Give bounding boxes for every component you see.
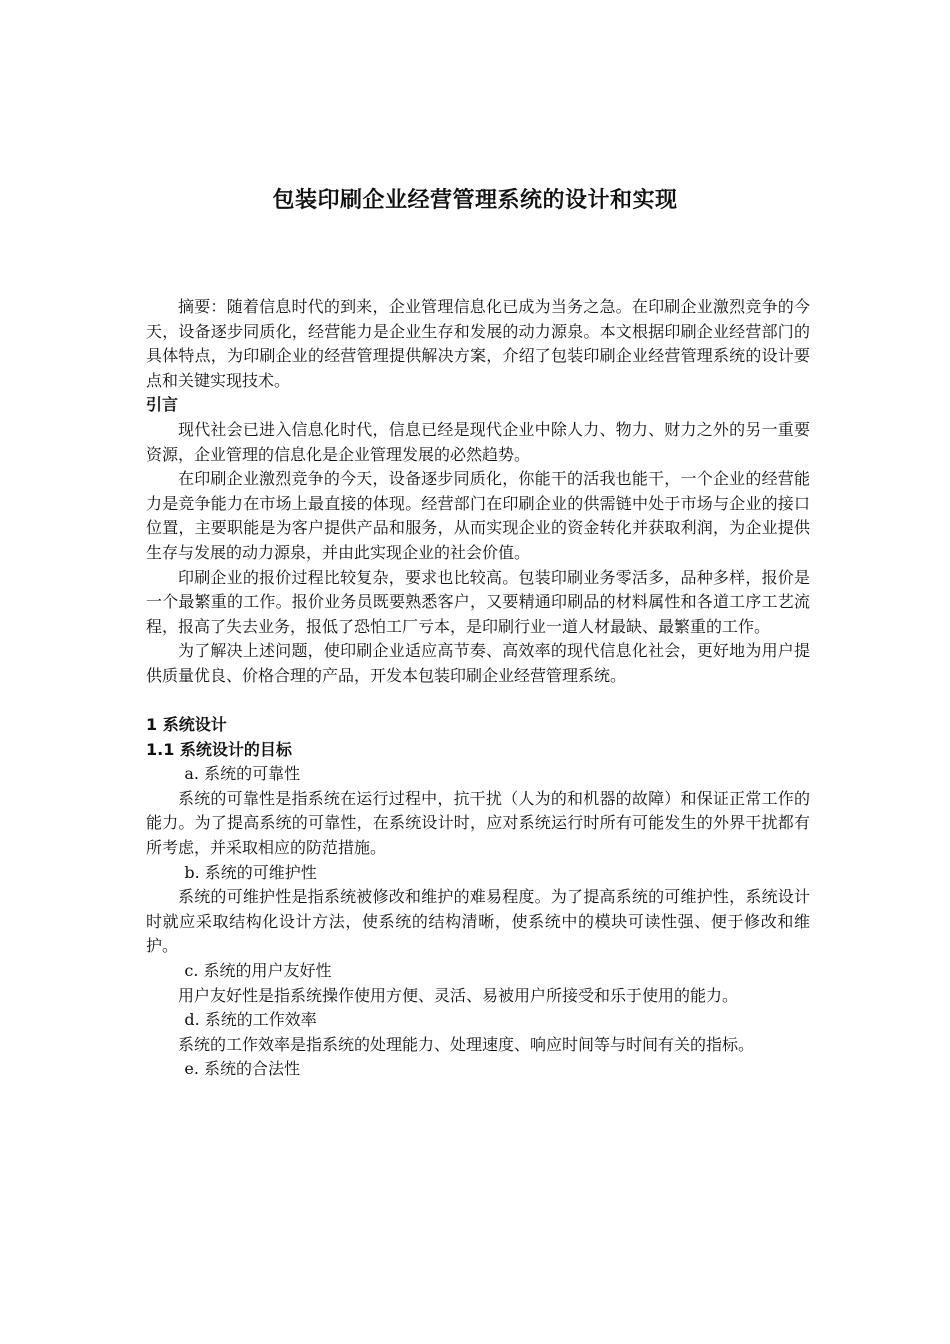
intro-paragraph-4: 为了解决上述问题，使印刷企业适应高节奏、高效率的现代信息化社会，更好地为用户提供质量优良、价格合理的产品，开发本包装印刷企业经营管理系统。 xyxy=(146,641,810,685)
document-title: 包装印刷企业经营管理系统的设计和实现 xyxy=(272,188,678,213)
item-b-label: b. 系统的可维护性 xyxy=(184,862,317,882)
item-b-text: 系统的可维护性是指系统被修改和维护的难易程度。为了提高系统的可维护性，系统设计时就应采取结构化设计方法，使系统的结构清晰，使系统中的模块可读性强、便于修改和维护。 xyxy=(146,887,810,956)
intro-paragraph-3: 印刷企业的报价过程比较复杂，要求也比较高。包装印刷业务零活多，品种多样，报价是一个最繁重的工作。报价业务员既要熟悉客户，又要精通印刷品的材料属性和各道工序工艺流程，报高了失去业务，报低了恐怕工厂亏本，是印刷行业一道人材最缺、最繁重的工作。 xyxy=(146,567,810,636)
intro-paragraph-2: 在印刷企业激烈竞争的今天，设备逐步同质化，你能干的活我也能干，一个企业的经营能力是竞争能力在市场上最直接的体现。经营部门在印刷企业的供需链中处于市场与企业的接口位置，主要职能是为客户提供产品和服务，从而实现企业的资金转化并获取利润，为企业提供生存与发展的动力源泉，并由此实现企业的社会价值。 xyxy=(146,469,810,562)
intro-heading: 引言 xyxy=(146,395,179,415)
section-1-heading: 1 系统设计 xyxy=(146,715,227,735)
document-body xyxy=(146,295,810,1082)
item-e-label: e. 系统的合法性 xyxy=(184,1059,301,1079)
section-1-1-heading: 1.1 系统设计的目标 xyxy=(146,739,292,759)
item-c-text: 用户友好性是指系统操作使用方便、灵活、易被用户所接受和乐于使用的能力。 xyxy=(178,985,739,1005)
item-d-text: 系统的工作效率是指系统的处理能力、处理速度、响应时间等与时间有关的指标。 xyxy=(178,1034,755,1054)
intro-paragraph-1: 现代社会已进入信息化时代，信息已经是现代企业中除人力、物力、财力之外的另一重要资源，企业管理的信息化是企业管理发展的必然趋势。 xyxy=(146,419,810,464)
item-c-label: c. 系统的用户友好性 xyxy=(184,961,332,981)
abstract-paragraph: 摘要：随着信息时代的到来，企业管理信息化已成为当务之急。在印刷企业激烈竞争的今天，设备逐步同质化，经营能力是企业生存和发展的动力源泉。本文根据印刷企业经营部门的具体特点，为印刷企业的经营管理提供解决方案，介绍了包装印刷企业经营管理系统的设计要点和关键实现技术。 xyxy=(146,297,810,390)
item-a-label: a. 系统的可靠性 xyxy=(184,764,301,784)
item-a-text: 系统的可靠性是指系统在运行过程中，抗干扰（人为的和机器的故障）和保证正常工作的能力。为了提高系统的可靠性，在系统设计时，应对系统运行时所有可能发生的外界干扰都有所考虑，并采取相应的防范措施。 xyxy=(146,788,810,858)
item-d-label: d. 系统的工作效率 xyxy=(184,1010,317,1030)
section-spacer xyxy=(146,689,810,714)
